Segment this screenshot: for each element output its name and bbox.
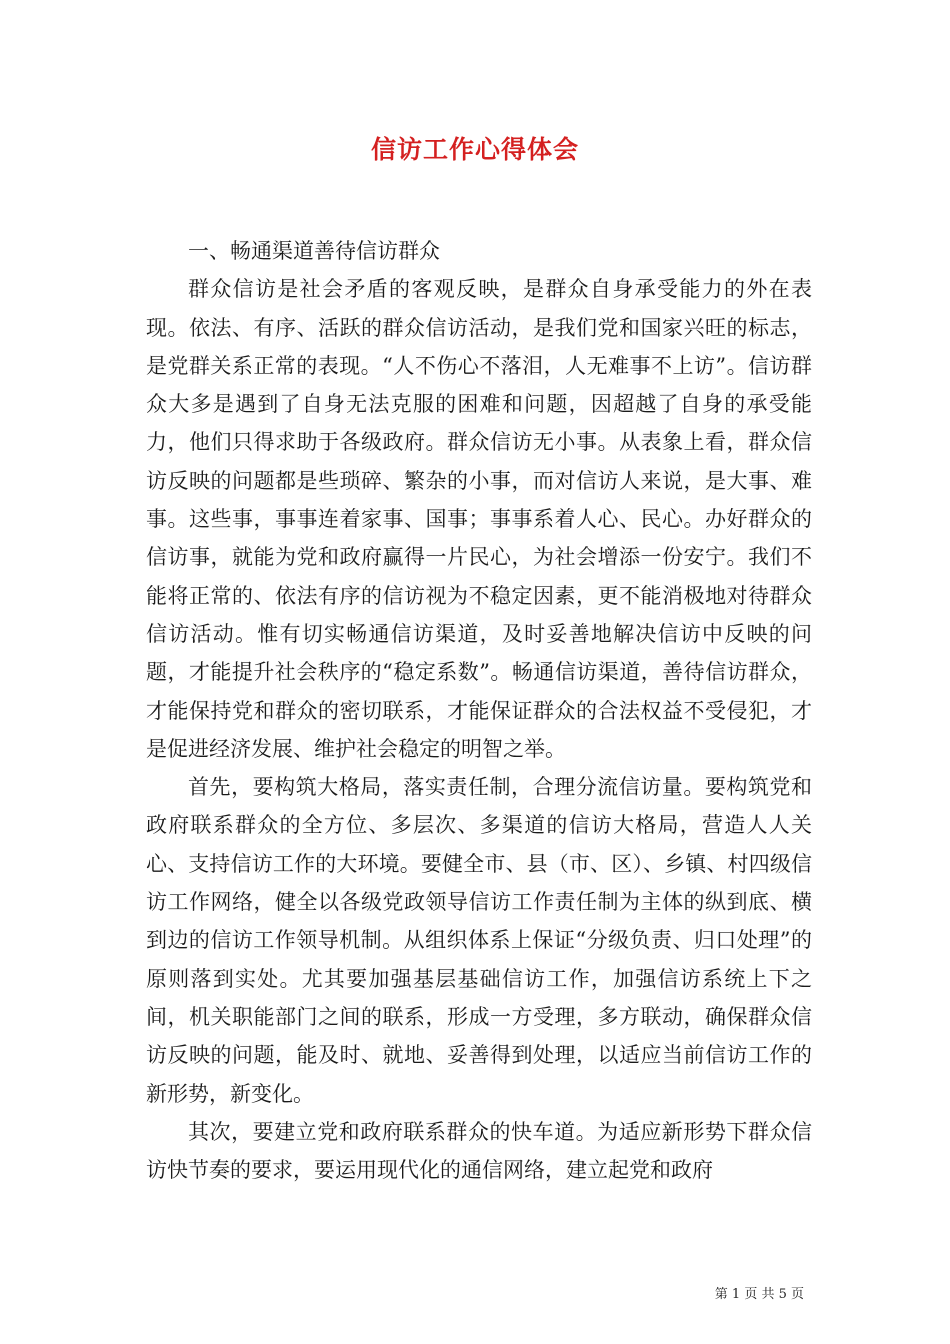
document-body	[146, 232, 812, 1189]
page-number: 第 1 页 共 5 页	[714, 1287, 804, 1302]
paragraph: 其次，要建立党和政府联系群众的快车道。为适应新形势下群众信访快节奏的要求，要运用现代化的通信网络，建立起党和政府	[146, 1119, 812, 1183]
paragraph: 群众信访是社会矛盾的客观反映，是群众自身承受能力的外在表现。依法、有序、活跃的群众信访活动，是我们党和国家兴旺的标志，是党群关系正常的表现。“人不伤心不落泪，人无难事不上访”。信访群众大多是遇到了自身无法克服的困难和问题，因超越了自身的承受能力，他们只得求助于各级政府。群众信访无小事。从表象上看，群众信访反映的问题都是些琐碎、繁杂的小事，而对信访人来说，是大事、难事。这些事，事事连着家事、国事；事事系着人心、民心。办好群众的信访事，就能为党和政府赢得一片民心，为社会增添一份安宁。我们不能将正常的、依法有序的信访视为不稳定因素，更不能消极地对待群众信访活动。惟有切实畅通信访渠道，及时妥善地解决信访中反映的问题，才能提升社会秩序的“稳定系数”。畅通信访渠道，善待信访群众，才能保持党和群众的密切联系，才能保证群众的合法权益不受侵犯，才是促进经济发展、维护社会稳定的明智之举。	[146, 277, 812, 761]
paragraph: 首先，要构筑大格局，落实责任制，合理分流信访量。要构筑党和政府联系群众的全方位、多层次、多渠道的信访大格局，营造人人关心、支持信访工作的大环境。要健全市、县（市、区）、乡镇、村四级信访工作网络，健全以各级党政领导信访工作责任制为主体的纵到底、横到边的信访工作领导机制。从组织体系上保证“分级负责、归口处理”的原则落到实处。尤其要加强基层基础信访工作，加强信访系统上下之间，机关职能部门之间的联系，形成一方受理，多方联动，确保群众信访反映的问题，能及时、就地、妥善得到处理，以适应当前信访工作的新形势，新变化。	[146, 775, 812, 1106]
section-heading: 一、畅通渠道善待信访群众	[188, 239, 440, 263]
document-title: 信访工作心得体会	[370, 135, 579, 164]
